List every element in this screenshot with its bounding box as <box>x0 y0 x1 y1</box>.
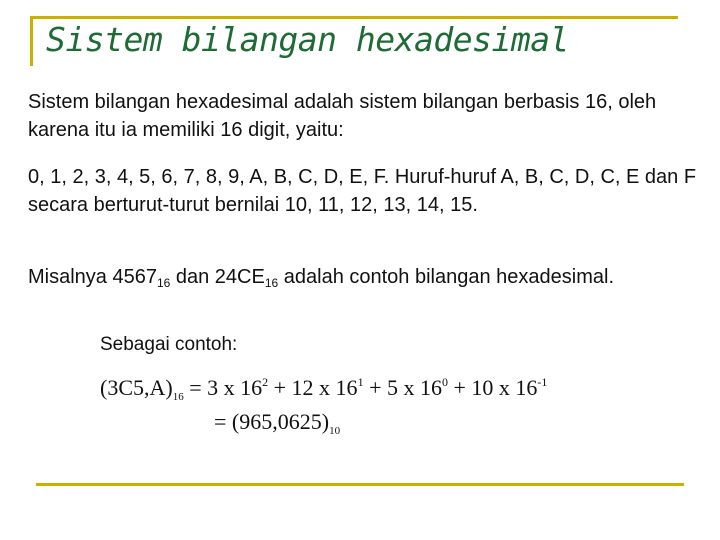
formula-term: + 10 x 16 <box>447 375 538 400</box>
formula-lhs: (3C5,A) <box>100 375 173 400</box>
digits-paragraph: 0, 1, 2, 3, 4, 5, 6, 7, 8, 9, A, B, C, D, E, F. Huruf-huruf A, B, C, D, C, E dan F secara berturut-turut bernilai 10, 11, 12, 13, 14, 15. <box>28 166 697 216</box>
formula-term: + 5 x 16 <box>363 375 442 400</box>
formula-exponent: 1 <box>357 375 364 389</box>
formula-term: = 3 x 16 <box>183 375 263 400</box>
example-mid: dan 24CE <box>170 266 265 288</box>
example-label: Sebagai contoh: <box>100 334 238 355</box>
formula-result-base: 10 <box>329 425 341 437</box>
example-paragraph <box>28 263 708 291</box>
formula-term: + 12 x 16 <box>268 375 358 400</box>
example-suffix: adalah contoh bilangan hexadesimal. <box>278 266 615 288</box>
conversion-formula <box>100 371 547 439</box>
slide-title: Sistem bilangan hexadesimal <box>46 20 569 59</box>
formula-result: = (965,0625) <box>214 409 330 434</box>
frame-bottom-line <box>36 483 684 486</box>
formula-exponent: 2 <box>262 375 269 389</box>
base-subscript: 16 <box>156 276 171 290</box>
definition-paragraph: Sistem bilangan hexadesimal adalah sistem bilangan berbasis 16, oleh karena itu ia memiliki 16 digit, yaitu: <box>28 91 657 141</box>
formula-line-2 <box>100 405 547 439</box>
example-prefix: Misalnya 4567 <box>28 266 157 288</box>
formula-exponent: 0 <box>441 375 448 389</box>
base-subscript: 16 <box>264 276 279 290</box>
frame-top-line <box>30 16 678 19</box>
formula-exponent: -1 <box>537 375 548 389</box>
frame-left-accent <box>30 16 33 66</box>
formula-line-1 <box>100 371 547 405</box>
formula-lhs-base: 16 <box>172 391 184 403</box>
